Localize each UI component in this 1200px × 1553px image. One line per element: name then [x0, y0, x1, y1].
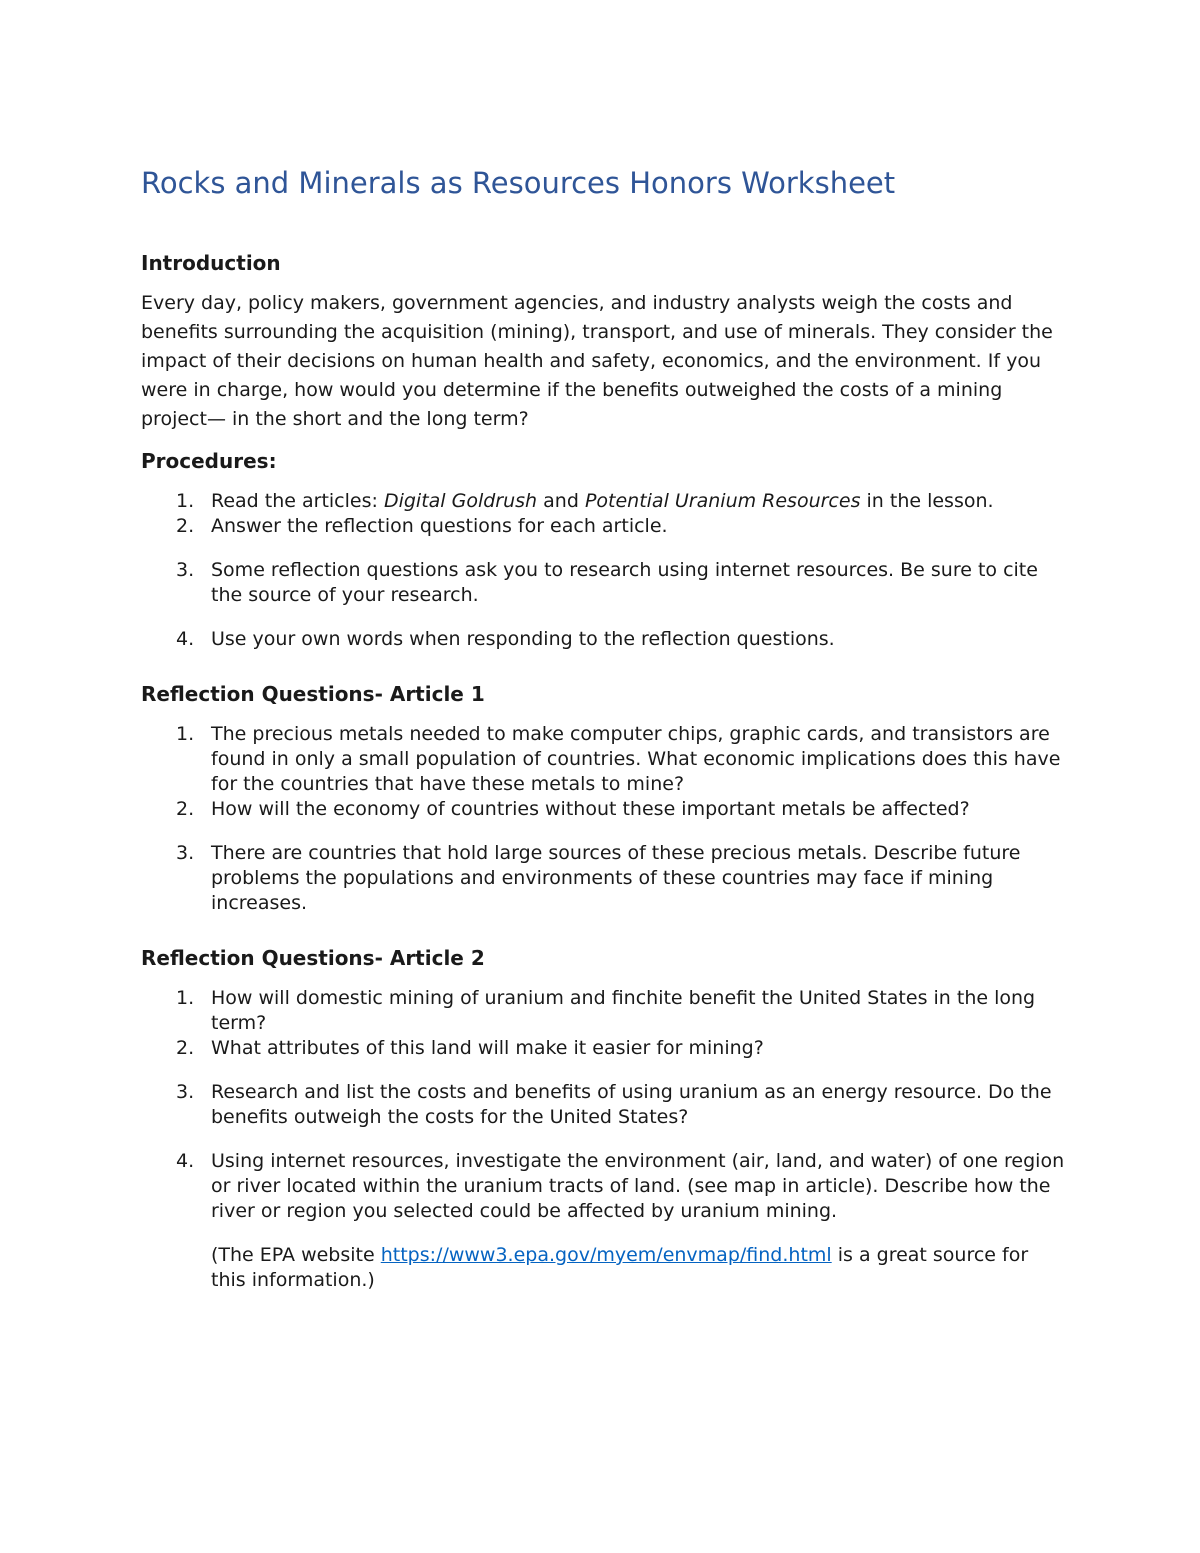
procedures-heading: Procedures:: [141, 449, 277, 473]
article1-heading: Reflection Questions- Article 1: [141, 682, 485, 706]
list-item: 1. How will domestic mining of uranium and finchite benefit the United States in the long term?: [176, 987, 1036, 1034]
article1-section: [141, 680, 1066, 916]
article2-questions: [141, 986, 1066, 1224]
document-title: Rocks and Minerals as Resources Honors Worksheet: [141, 166, 896, 200]
article2-section: [141, 944, 1066, 1293]
list-item: 4. Using internet resources, investigate the environment (air, land, and water) of one region or river located within the uranium tracts of land. (see map in article). Describe how the river or region you selected could be affected by uranium mining.: [176, 1150, 1065, 1222]
epa-source-note: (The EPA website https://www3.epa.gov/myem/envmap/find.html is a great source for this information.): [211, 1244, 1029, 1291]
list-item: 3. There are countries that hold large sources of these precious metals. Describe future problems the populations and environments of these countries may face if mining increases.: [176, 842, 1021, 914]
article-title-potential-uranium: Potential Uranium Resources: [584, 490, 861, 512]
epa-website-link[interactable]: https://www3.epa.gov/myem/envmap/find.html: [380, 1244, 832, 1266]
list-item: 2. What attributes of this land will make it easier for mining?: [176, 1037, 764, 1059]
procedures-list: [141, 489, 1066, 652]
article2-heading: Reflection Questions- Article 2: [141, 946, 485, 970]
list-item: 1. The precious metals needed to make computer chips, graphic cards, and transistors are found in only a small population of countries. What economic implications does this have for the countries that have these metals to mine?: [176, 723, 1061, 795]
procedures-section: [141, 447, 1066, 652]
article1-questions: [141, 722, 1066, 916]
introduction-paragraph: Every day, policy makers, government agencies, and industry analysts weigh the costs and benefits surrounding the acquisition (mining), transport, and use of minerals. They consider the impact of their decisions on human health and safety, economics, and the environment. If you were in charge, how would you determine if the benefits outweighed the costs of a mining project— in the short and the long term?: [141, 292, 1053, 430]
list-item: 2. How will the economy of countries without these important metals be affected?: [176, 798, 970, 820]
article-title-digital-goldrush: Digital Goldrush: [383, 490, 538, 512]
list-item: 4. Use your own words when responding to the reflection questions.: [176, 628, 835, 650]
list-item: 2. Answer the reflection questions for each article.: [176, 515, 668, 537]
list-item: 1. Read the articles: Digital Goldrush and Potential Uranium Resources in the lesson.: [176, 490, 994, 512]
introduction-section: [141, 249, 1066, 434]
introduction-heading: Introduction: [141, 251, 281, 275]
list-item: 3. Some reflection questions ask you to research using internet resources. Be sure to cite the source of your research.: [176, 559, 1038, 606]
list-item: 3. Research and list the costs and benefits of using uranium as an energy resource. Do the benefits outweigh the costs for the United States?: [176, 1081, 1052, 1128]
